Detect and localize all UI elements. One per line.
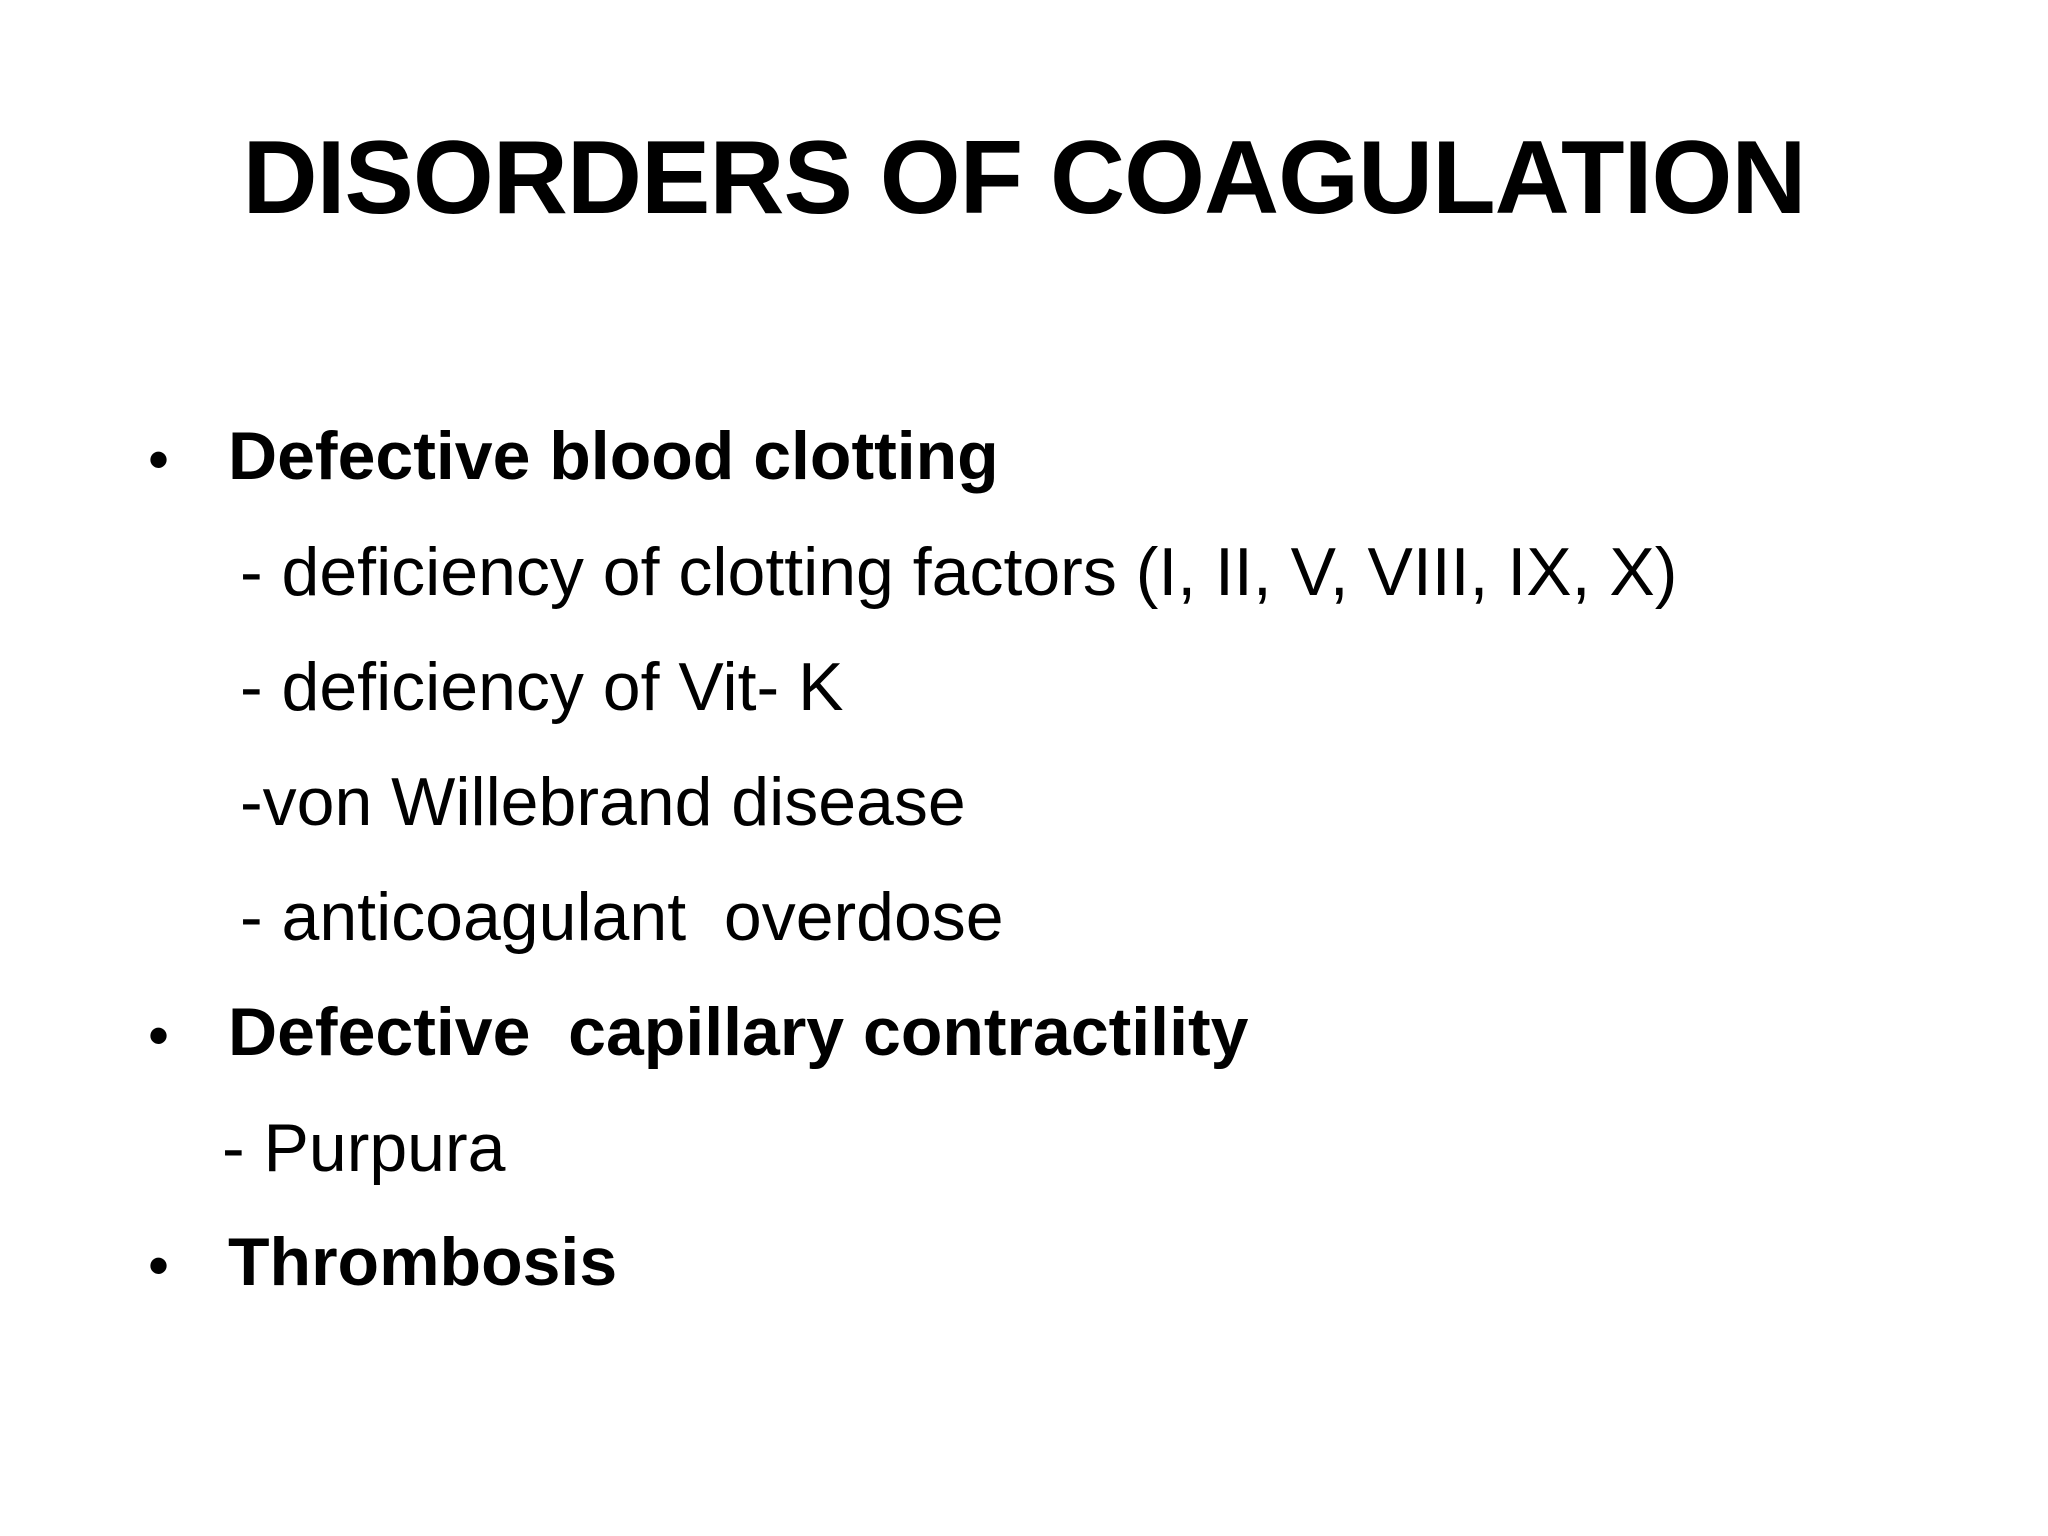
list-item-purpura: - Purpura — [222, 1110, 506, 1186]
section-heading-defective-blood-clotting: Defective blood clotting — [228, 418, 999, 494]
bullet-icon: • — [148, 1002, 170, 1069]
list-item-von-willebrand: -von Willebrand disease — [240, 764, 966, 840]
section-heading-capillary-contractility: Defective capillary contractility — [228, 994, 1249, 1070]
list-item-anticoagulant: - anticoagulant overdose — [240, 879, 1004, 955]
bullet-icon: • — [148, 426, 170, 493]
bullet-icon: • — [148, 1232, 170, 1299]
slide-title: DISORDERS OF COAGULATION — [242, 120, 1806, 236]
list-item-clotting-factors: - deficiency of clotting factors (I, II, V, VIII, IX, X) — [240, 534, 1678, 610]
section-heading-thrombosis: Thrombosis — [228, 1224, 618, 1300]
list-item-vit-k: - deficiency of Vit- K — [240, 649, 844, 725]
